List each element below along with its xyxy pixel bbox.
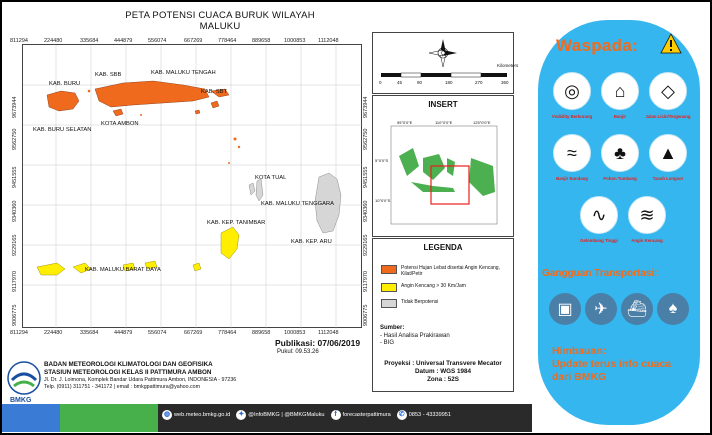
car-icon: ▣ bbox=[549, 293, 581, 325]
agency-line-1: BADAN METEOROLOGI KLIMATOLOGI DAN GEOFISIKA bbox=[44, 361, 213, 368]
source-item: - BIG bbox=[380, 340, 395, 346]
hazard-label: Visibility Berkurang bbox=[551, 114, 593, 119]
tree-wind-icon: ♠ bbox=[657, 293, 689, 325]
contact-web[interactable] bbox=[162, 410, 230, 420]
legend-title: LEGENDA bbox=[423, 243, 463, 252]
x-tick: 444879 bbox=[114, 38, 133, 44]
main-map bbox=[22, 44, 362, 328]
x-tick: 1000853 bbox=[284, 330, 306, 336]
y-tick: 9340360 bbox=[363, 200, 369, 222]
hazard-label: Tanah Longsor bbox=[652, 176, 684, 181]
y-tick: 9451555 bbox=[12, 166, 18, 188]
x-tick: 811294 bbox=[10, 38, 28, 44]
facebook-icon: f bbox=[331, 410, 341, 420]
x-tick: 667269 bbox=[184, 330, 203, 336]
legend-swatch bbox=[381, 299, 397, 308]
x-tick: 1112048 bbox=[318, 38, 339, 44]
scale-unit: Kilometers bbox=[497, 63, 519, 68]
scale-label: 270 bbox=[475, 80, 483, 85]
footer-segment-green bbox=[60, 404, 158, 432]
twitter-icon: ✦ bbox=[236, 410, 246, 420]
label-sbb: KAB. SBB bbox=[95, 72, 122, 78]
contact-social-text: @InfoBMKG | @BMKGMaluku bbox=[248, 412, 325, 418]
insert-lat: 5°0'0"S bbox=[375, 158, 389, 163]
x-tick: 1000853 bbox=[284, 38, 306, 44]
y-tick: 9229165 bbox=[363, 234, 369, 256]
x-tick: 778464 bbox=[218, 38, 237, 44]
legend-item-gray bbox=[381, 299, 501, 308]
hazard-label: Banjir Bandang bbox=[556, 176, 588, 181]
scale-label: 0 bbox=[379, 80, 382, 85]
hazard-label: Banjir bbox=[613, 114, 627, 119]
map-canvas bbox=[23, 45, 363, 329]
legend-label: Tidak Berpotensi bbox=[401, 299, 439, 305]
insert-lon: 125°0'0"E bbox=[473, 120, 491, 125]
whatsapp-icon: ✆ bbox=[397, 410, 407, 420]
label-tanimbar: KAB. KEP. TANIMBAR bbox=[207, 220, 266, 226]
y-tick: 9673944 bbox=[363, 96, 369, 118]
y-tick: 9229165 bbox=[12, 234, 18, 256]
globe-icon: ◍ bbox=[163, 411, 171, 418]
contact-web-text: web.meteo.bmkg.go.id bbox=[174, 412, 231, 418]
label-sbt: KAB. SBT bbox=[201, 89, 228, 95]
advisory bbox=[552, 345, 692, 384]
ship-icon: ⛴ bbox=[621, 293, 653, 325]
flash-flood-icon: ≈ bbox=[553, 134, 591, 172]
x-tick: 1112048 bbox=[318, 330, 339, 336]
y-tick: 9451555 bbox=[363, 166, 369, 188]
flood-icon: ⌂ bbox=[601, 72, 639, 110]
contact-forecaster-text: forecasterpattimura bbox=[342, 412, 391, 418]
legend-item-orange bbox=[381, 265, 501, 277]
y-tick: 9006775 bbox=[12, 304, 18, 326]
x-tick: 811294 bbox=[10, 330, 28, 336]
waspada-heading: Waspada: bbox=[556, 36, 639, 55]
legend-swatch bbox=[381, 265, 397, 274]
projection-line-3: Zona : 52S bbox=[427, 376, 459, 383]
label-tual: KOTA TUAL bbox=[255, 175, 287, 181]
scale-label: 90 bbox=[417, 80, 423, 85]
x-tick: 224480 bbox=[44, 330, 63, 336]
projection-info bbox=[372, 360, 514, 384]
publication-date: Publikasi: 07/06/2019 bbox=[275, 338, 361, 348]
x-tick: 889658 bbox=[252, 330, 271, 336]
insert-title: INSERT bbox=[428, 100, 458, 109]
map-title: PETA POTENSI CUACA BURUK WILAYAH MALUKU bbox=[125, 10, 315, 32]
landslide-icon: ▲ bbox=[649, 134, 687, 172]
projection-line-2: Datum : WGS 1984 bbox=[415, 368, 471, 375]
insert-lon: 95°0'0"E bbox=[397, 120, 413, 125]
label-ambon: KOTA AMBON bbox=[101, 121, 139, 127]
legend-label: Angin Kencang > 30 Km/Jam bbox=[401, 283, 466, 289]
label-malra: KAB. MALUKU TENGGARA bbox=[261, 201, 335, 207]
y-tick: 9006775 bbox=[363, 304, 369, 326]
hazard-label: Pohon Tumbang bbox=[603, 176, 637, 181]
strong-wind-icon: ≋ bbox=[628, 196, 666, 234]
x-tick: 444879 bbox=[114, 330, 133, 336]
x-tick: 335684 bbox=[80, 330, 99, 336]
scale-label: 45 bbox=[397, 80, 403, 85]
legend-swatch bbox=[381, 283, 397, 292]
insert-lat: 10°0'0"S bbox=[375, 198, 391, 203]
transport-disruption-heading: Gangguan Transportasi: bbox=[542, 268, 658, 279]
x-tick: 556074 bbox=[148, 330, 167, 336]
contact-social[interactable] bbox=[236, 410, 324, 420]
legend-label: Potensi Hujan Lebat disertai Angin Kencang, Kilat/Petir bbox=[401, 265, 500, 277]
bmkg-logo-text: BMKG bbox=[10, 397, 32, 404]
insert-map bbox=[373, 96, 515, 238]
x-tick: 778464 bbox=[218, 330, 237, 336]
projection-line-1: Proyeksi : Universal Transvere Mecator bbox=[384, 360, 502, 367]
island-kei bbox=[249, 179, 263, 201]
y-tick: 9562750 bbox=[363, 128, 369, 150]
compass-rose-icon bbox=[429, 39, 457, 67]
publication-time: Pukul: 09.53.26 bbox=[277, 349, 319, 355]
island-banda bbox=[195, 101, 219, 114]
agency-line-2: STASIUN METEOROLOGI KELAS II PATTIMURA AMBON bbox=[44, 369, 212, 376]
hazard-label: Jalan Licin/Tergenang bbox=[645, 114, 691, 119]
agency-info bbox=[44, 361, 344, 391]
label-buru: KAB. BURU bbox=[49, 81, 81, 87]
x-tick: 889658 bbox=[252, 38, 271, 44]
airplane-icon: ✈ bbox=[585, 293, 617, 325]
label-aru: KAB. KEP. ARU bbox=[291, 239, 332, 245]
y-tick: 9117970 bbox=[363, 270, 369, 292]
footer-contacts bbox=[162, 410, 451, 420]
contact-forecaster[interactable] bbox=[331, 410, 391, 420]
island-buru bbox=[47, 91, 79, 111]
contact-phone-text: 0853 - 43339951 bbox=[408, 412, 452, 418]
high-wave-icon: ∿ bbox=[580, 196, 618, 234]
scale-label: 360 bbox=[501, 80, 509, 85]
y-tick: 9562750 bbox=[12, 128, 18, 150]
hazard-label: Angin Kencang bbox=[631, 238, 663, 243]
legend-item-yellow bbox=[381, 283, 501, 292]
source-item: - Hasil Analisa Prakirawan bbox=[380, 332, 450, 339]
contact-phone[interactable] bbox=[397, 410, 451, 420]
compass-panel bbox=[372, 32, 519, 94]
visibility-icon: ◎ bbox=[553, 72, 591, 110]
agency-line-4: Telp. (0911) 311751 - 341172 | email : bmkgpattimura@yahoo.com bbox=[44, 384, 201, 390]
insert-lon: 110°0'0"E bbox=[435, 120, 453, 125]
insert-panel bbox=[372, 95, 514, 237]
label-malteng: KAB. MALUKU TENGAH bbox=[151, 70, 216, 76]
agency-line-3: Jl. Dr. J. Loimona, Komplek Bandar Udara Pattimura Ambon, INDONESIA - 97236 bbox=[44, 377, 237, 383]
island-ambon bbox=[113, 109, 123, 116]
x-tick: 224480 bbox=[44, 38, 63, 44]
y-tick: 9340360 bbox=[12, 200, 18, 222]
advisory-text: Update terus info cuaca dari BMKG bbox=[552, 358, 672, 383]
x-tick: 335684 bbox=[80, 38, 99, 44]
compass-scale-graphic bbox=[373, 33, 515, 95]
hazard-label: Gelombang Tinggi bbox=[580, 238, 618, 243]
advisory-title: Himbauan: bbox=[552, 345, 607, 357]
x-tick: 667269 bbox=[184, 38, 203, 44]
label-mbd: KAB. MALUKU BARAT DAYA bbox=[85, 267, 161, 273]
island-tanimbar bbox=[221, 227, 239, 259]
label-buru-selatan: KAB. BURU SELATAN bbox=[33, 127, 92, 133]
scale-bar bbox=[381, 73, 507, 77]
slippery-road-icon: ◇ bbox=[649, 72, 687, 110]
sources-title: Sumber: bbox=[380, 325, 405, 331]
footer-segment-blue bbox=[2, 404, 60, 432]
warning-triangle-icon bbox=[660, 33, 682, 55]
y-tick: 9673944 bbox=[12, 96, 18, 118]
sources bbox=[380, 325, 450, 348]
fallen-tree-icon: ♣ bbox=[601, 134, 639, 172]
y-tick: 9117970 bbox=[12, 270, 18, 292]
x-tick: 556074 bbox=[148, 38, 167, 44]
scale-label: 180 bbox=[445, 80, 453, 85]
